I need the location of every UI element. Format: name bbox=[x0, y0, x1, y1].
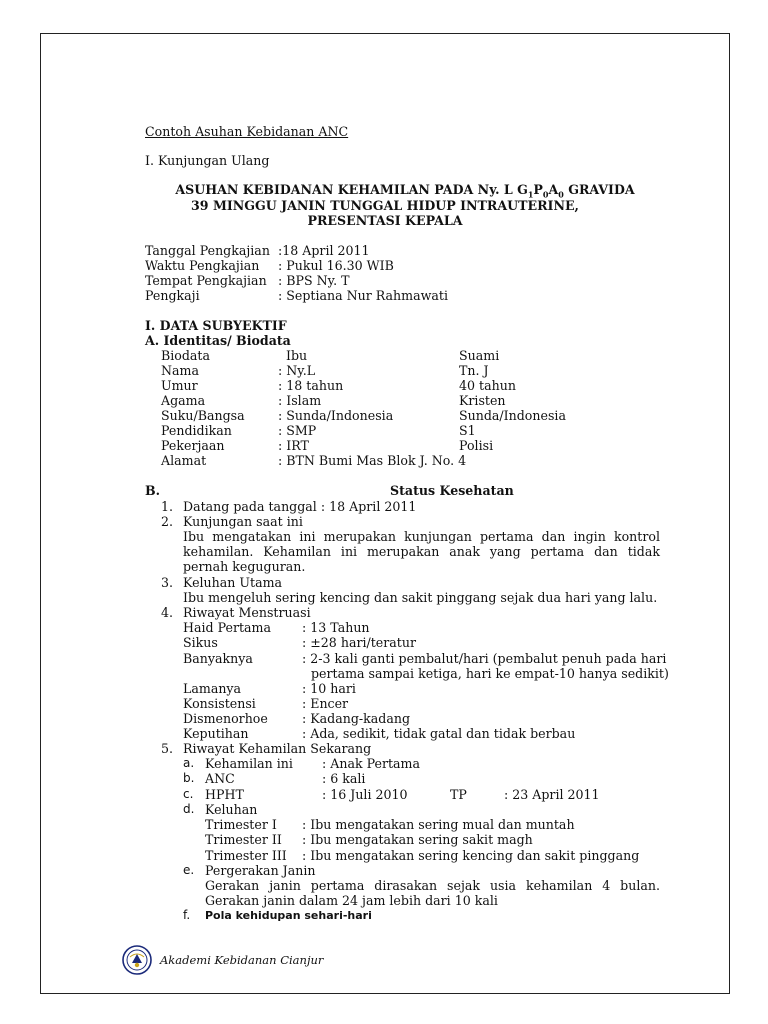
main-title-line-2: 39 MINGGU JANIN TUNGGAL HIDUP INTRAUTERINE, bbox=[191, 198, 579, 213]
keluhan-paragraph: Ibu mengeluh sering kencing dan sakit pinggang sejak dua hari yang lalu. bbox=[183, 590, 658, 605]
biodata-suami: S1 bbox=[459, 423, 476, 438]
biodata-label: Suku/Bangsa bbox=[161, 408, 245, 423]
trimester-value: : Ibu mengatakan sering mual dan muntah bbox=[302, 817, 575, 832]
trimester-label: Trimester I bbox=[205, 817, 277, 832]
biodata-label: Pendidikan bbox=[161, 423, 232, 438]
sub-value: : 16 Juli 2010 bbox=[322, 787, 408, 802]
pengkajian-label: Tempat Pengkajian bbox=[145, 273, 267, 288]
sub-letter: d. bbox=[183, 802, 195, 816]
menstruasi-value: : 10 hari bbox=[302, 681, 356, 696]
menstruasi-value: : Encer bbox=[302, 696, 349, 711]
biodata-label: Umur bbox=[161, 378, 198, 393]
pengkajian-value: : BPS Ny. T bbox=[278, 273, 350, 288]
pengkajian-value: : Pukul 16.30 WIB bbox=[278, 258, 394, 273]
identitas-heading: A. Identitas/ Biodata bbox=[145, 333, 291, 348]
biodata-ibu: Ibu bbox=[286, 348, 308, 363]
list-item: Datang pada tanggal : 18 April 2011 bbox=[183, 499, 417, 514]
status-kesehatan-heading: Status Kesehatan bbox=[390, 483, 514, 498]
trimester-label: Trimester II bbox=[205, 832, 282, 847]
trimester-value: : Ibu mengatakan sering sakit magh bbox=[302, 832, 533, 847]
list-number: 2. bbox=[161, 514, 174, 529]
kunjungan-paragraph: Ibu mengatakan ini merupakan kunjungan pertama dan ingin kontrol kehamilan. Kehamilan ini merupakan anak yang pertama dan tidak pernah keguguran. bbox=[183, 529, 660, 574]
biodata-label: Pekerjaan bbox=[161, 438, 225, 453]
menstruasi-label: Sikus bbox=[183, 635, 218, 650]
menstruasi-value: : Kadang-kadang bbox=[302, 711, 411, 726]
biodata-label: Alamat bbox=[161, 453, 207, 468]
sub-item: Pola kehidupan sehari-hari bbox=[205, 909, 372, 922]
menstruasi-value: : 13 Tahun bbox=[302, 620, 370, 635]
menstruasi-label: Haid Pertama bbox=[183, 620, 271, 635]
footer-institution: Akademi Kebidanan Cianjur bbox=[160, 953, 324, 967]
list-item: Riwayat Menstruasi bbox=[183, 605, 311, 620]
tp-value: : 23 April 2011 bbox=[504, 787, 600, 802]
biodata-ibu: : Islam bbox=[278, 393, 322, 408]
pengkajian-label: Tanggal Pengkajian bbox=[145, 243, 270, 258]
tp-label: TP bbox=[450, 787, 467, 802]
biodata-ibu: : 18 tahun bbox=[278, 378, 344, 393]
menstruasi-value: pertama sampai ketiga, hari ke empat-10 hanya sedikit) bbox=[311, 666, 669, 681]
trimester-label: Trimester III bbox=[205, 848, 287, 863]
pengkajian-value: :18 April 2011 bbox=[278, 243, 370, 258]
sub-item: ANC bbox=[205, 771, 235, 786]
pergerakan-paragraph: Gerakan janin pertama dirasakan sejak usia kehamilan 4 bulan. Gerakan janin dalam 24 jam lebih dari 10 kali bbox=[205, 878, 660, 908]
menstruasi-value: : Ada, sedikit, tidak gatal dan tidak berbau bbox=[302, 726, 576, 741]
biodata-ibu: : Ny.L bbox=[278, 363, 316, 378]
menstruasi-value: : ±28 hari/teratur bbox=[302, 635, 416, 650]
section-kunjungan-ulang: I. Kunjungan Ulang bbox=[145, 153, 270, 168]
biodata-ibu: : BTN Bumi Mas Blok J. No. 4 bbox=[278, 453, 467, 468]
sub-letter: a. bbox=[183, 756, 195, 770]
menstruasi-label: Lamanya bbox=[183, 681, 242, 696]
biodata-ibu: : Sunda/Indonesia bbox=[278, 408, 394, 423]
menstruasi-label: Dismenorhoe bbox=[183, 711, 268, 726]
list-number: 5. bbox=[161, 741, 174, 756]
sub-letter: f. bbox=[183, 908, 191, 922]
pengkajian-value: : Septiana Nur Rahmawati bbox=[278, 288, 448, 303]
menstruasi-label: Keputihan bbox=[183, 726, 249, 741]
pengkajian-label: Waktu Pengkajian bbox=[145, 258, 260, 273]
sub-letter: b. bbox=[183, 771, 195, 785]
main-title-line-1: ASUHAN KEBIDANAN KEHAMILAN PADA Ny. L $G_1P_0A_0$ GRAVIDA bbox=[175, 182, 635, 200]
list-number: 4. bbox=[161, 605, 174, 620]
status-kesehatan-label: B. bbox=[145, 483, 161, 498]
biodata-suami: Suami bbox=[459, 348, 500, 363]
sub-item: Kehamilan ini bbox=[205, 756, 293, 771]
sub-value: : Anak Pertama bbox=[322, 756, 420, 771]
list-item: Riwayat Kehamilan Sekarang bbox=[183, 741, 372, 756]
menstruasi-label: Konsistensi bbox=[183, 696, 256, 711]
biodata-label: Biodata bbox=[161, 348, 211, 363]
document-header-title: Contoh Asuhan Kebidanan ANC bbox=[145, 124, 349, 139]
list-number: 3. bbox=[161, 575, 174, 590]
list-item: Keluhan Utama bbox=[183, 575, 283, 590]
sub-item: Keluhan bbox=[205, 802, 258, 817]
sub-item: Pergerakan Janin bbox=[205, 863, 316, 878]
menstruasi-value: : 2-3 kali ganti pembalut/hari (pembalut penuh pada hari bbox=[302, 651, 667, 666]
biodata-suami: 40 tahun bbox=[459, 378, 516, 393]
biodata-ibu: : SMP bbox=[278, 423, 317, 438]
biodata-suami: Kristen bbox=[459, 393, 506, 408]
biodata-label: Nama bbox=[161, 363, 199, 378]
sub-item: HPHT bbox=[205, 787, 244, 802]
pengkajian-label: Pengkaji bbox=[145, 288, 200, 303]
list-number: 1. bbox=[161, 499, 174, 514]
sub-letter: c. bbox=[183, 787, 194, 801]
biodata-suami: Sunda/Indonesia bbox=[459, 408, 566, 423]
academy-seal-icon bbox=[122, 945, 152, 975]
list-item: Kunjungan saat ini bbox=[183, 514, 303, 529]
biodata-suami: Tn. J bbox=[459, 363, 489, 378]
biodata-suami: Polisi bbox=[459, 438, 494, 453]
sub-letter: e. bbox=[183, 863, 195, 877]
sub-value: : 6 kali bbox=[322, 771, 366, 786]
biodata-label: Agama bbox=[161, 393, 206, 408]
main-title-line-3: PRESENTASI KEPALA bbox=[307, 213, 463, 228]
biodata-ibu: : IRT bbox=[278, 438, 309, 453]
menstruasi-label: Banyaknya bbox=[183, 651, 253, 666]
data-subyektif-heading: I. DATA SUBYEKTIF bbox=[145, 318, 287, 333]
trimester-value: : Ibu mengatakan sering kencing dan sakit pinggang bbox=[302, 848, 640, 863]
